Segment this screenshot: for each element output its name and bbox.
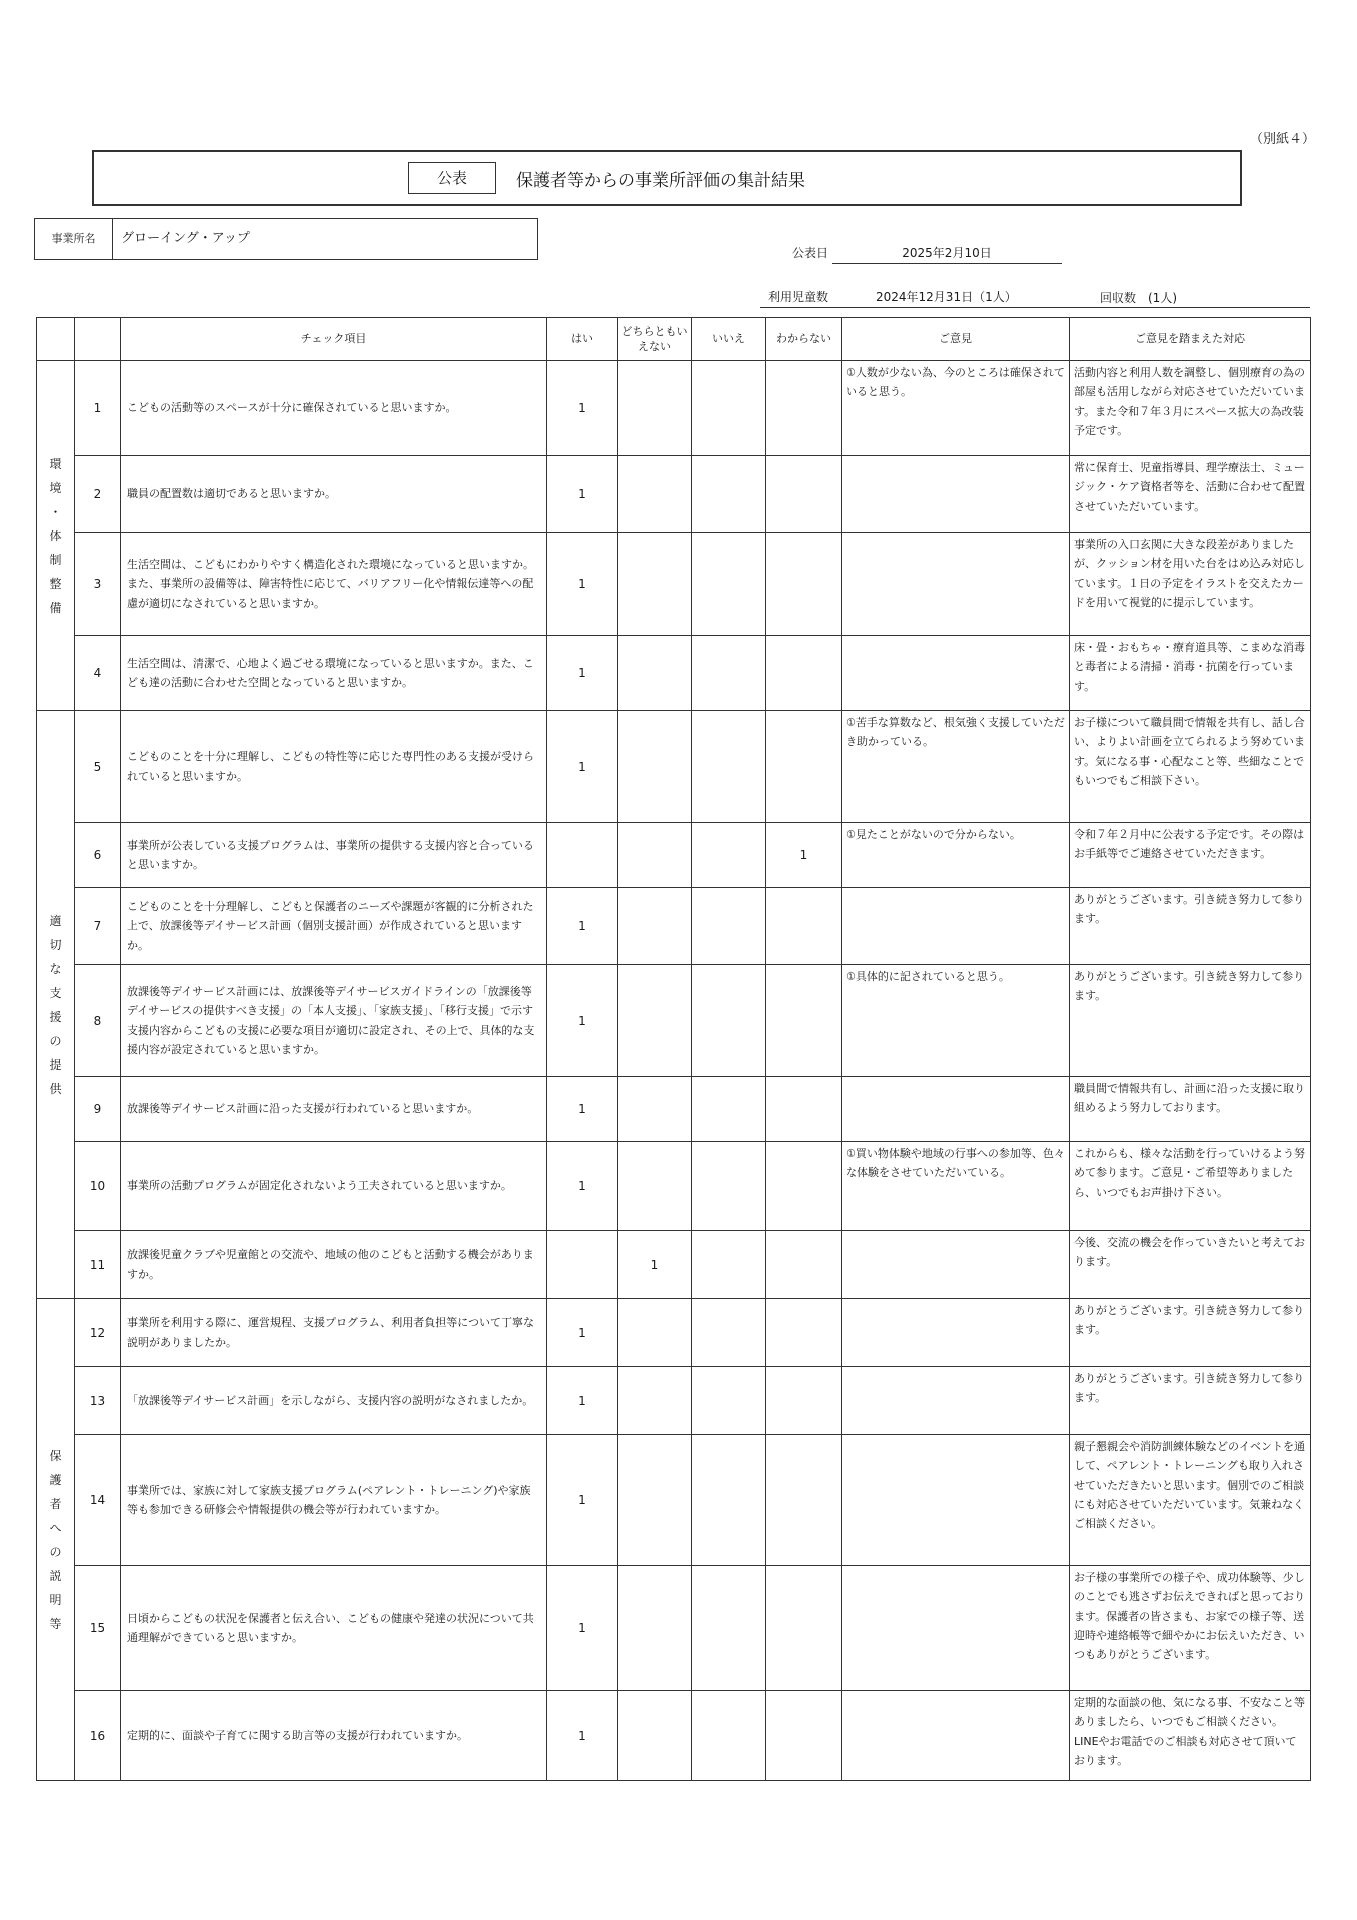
yes-header: はい [547, 318, 618, 361]
neither-count [618, 888, 692, 965]
response-text: ありがとうございます。引き続き努力して参ります。 [1070, 1299, 1311, 1367]
unknown-count [766, 1299, 842, 1367]
office-name-value: グローイング・アップ [112, 218, 538, 260]
unknown-count [766, 1691, 842, 1781]
check-item-text: 事業所の活動プログラムが固定化されないよう工夫されていると思いますか。 [121, 1142, 547, 1231]
check-item-text: 放課後等デイサービス計画に沿った支援が行われていると思いますか。 [121, 1077, 547, 1142]
row-number: 12 [75, 1299, 121, 1367]
check-item-text: 放課後等デイサービス計画には、放課後等デイサービスガイドラインの「放課後等デイサービスの提供すべき支援」の「本人支援」、「家族支援」、「移行支援」で示す支援内容からこどもの支援に必要な項目が適切に設定され、その上で、具体的な支援内容が設定されていると思いますか。 [121, 965, 547, 1077]
table-row [37, 1299, 1311, 1367]
neither-count [618, 965, 692, 1077]
table-row [37, 361, 1311, 456]
response-text: 親子懇親会や消防訓練体験などのイベントを通して、ペアレント・トレーニングも取り入れさせていただきたいと思います。個別でのご相談にも対応させていただいています。気兼ねなくご相談ください。 [1070, 1435, 1311, 1566]
unknown-count [766, 711, 842, 823]
row-number: 1 [75, 361, 121, 456]
neither-count [618, 1142, 692, 1231]
table-row [37, 711, 1311, 823]
no-count [692, 533, 766, 636]
opinion-header: ご意見 [842, 318, 1070, 361]
table-row [37, 823, 1311, 888]
no-count [692, 1077, 766, 1142]
unknown-count [766, 361, 842, 456]
opinion-text [842, 888, 1070, 965]
yes-count: 1 [547, 1142, 618, 1231]
unknown-header: わからない [766, 318, 842, 361]
users-count-value: 2024年12月31日（1人） [876, 290, 1017, 304]
yes-count: 1 [547, 965, 618, 1077]
no-count [692, 1566, 766, 1691]
response-text: 常に保育士、児童指導員、理学療法士、ミュージック・ケア資格者等を、活動に合わせて配置させていただいています。 [1070, 456, 1311, 533]
category-label: 適 切 な 支 援 の 提 供 [49, 913, 62, 1096]
check-item-header: チェック項目 [121, 318, 547, 361]
no-count [692, 361, 766, 456]
opinion-text: ①具体的に記されていると思う。 [842, 965, 1070, 1077]
neither-count [618, 1299, 692, 1367]
evaluation-table [36, 317, 1311, 1781]
unknown-count: 1 [766, 823, 842, 888]
response-text: お子様の事業所での様子や、成功体験等、少しのことでも逃さずお伝えできればと思っております。保護者の皆さまも、お家での様子等、送迎時や連絡帳等で細やかにお伝えいただき、いつもありがとうございます。 [1070, 1566, 1311, 1691]
unknown-count [766, 456, 842, 533]
category-cell [37, 361, 75, 711]
no-count [692, 1299, 766, 1367]
row-number: 10 [75, 1142, 121, 1231]
opinion-text: ①見たことがないので分からない。 [842, 823, 1070, 888]
unknown-count [766, 636, 842, 711]
table-row [37, 533, 1311, 636]
opinion-text [842, 1566, 1070, 1691]
category-cell [37, 711, 75, 1299]
no-count [692, 965, 766, 1077]
table-row [37, 1077, 1311, 1142]
response-text: 職員間で情報共有し、計画に沿った支援に取り組めるよう努力しております。 [1070, 1077, 1311, 1142]
table-row [37, 1367, 1311, 1435]
check-item-text: 放課後児童クラブや児童館との交流や、地域の他のこどもと活動する機会がありますか。 [121, 1231, 547, 1299]
row-number: 7 [75, 888, 121, 965]
publication-date-label: 公表日 [792, 246, 829, 260]
check-item-text: こどものことを十分理解し、こどもと保護者のニーズや課題が客観的に分析された上で、放課後等デイサービス計画（個別支援計画）が作成されていると思いますか。 [121, 888, 547, 965]
page-title: 保護者等からの事業所評価の集計結果 [516, 171, 805, 191]
appendix-label: （別紙４） [1250, 132, 1316, 147]
response-text: 床・畳・おもちゃ・療育道具等、こまめな消毒と毒者による清掃・消毒・抗菌を行っています。 [1070, 636, 1311, 711]
office-name-label: 事業所名 [34, 218, 112, 260]
response-text: お子様について職員間で情報を共有し、話し合い、よりよい計画を立てられるよう努めています。気になる事・心配なこと等、些細なことでもいつでもご相談下さい。 [1070, 711, 1311, 823]
table-row [37, 1231, 1311, 1299]
category-label: 環 境 ・ 体 制 整 備 [49, 456, 62, 615]
opinion-text [842, 533, 1070, 636]
responses-count: 回収数 (1人) [1100, 291, 1177, 305]
yes-count: 1 [547, 533, 618, 636]
no-count [692, 711, 766, 823]
unknown-count [766, 888, 842, 965]
unknown-count [766, 1231, 842, 1299]
response-text: 定期的な面談の他、気になる事、不安なこと等ありましたら、いつでもご相談ください。LINEやお電話でのご相談も対応させて頂いております。 [1070, 1691, 1311, 1781]
no-count [692, 1231, 766, 1299]
opinion-text [842, 1691, 1070, 1781]
yes-count [547, 823, 618, 888]
check-item-text: 生活空間は、こどもにわかりやすく構造化された環境になっていると思いますか。また、事業所の設備等は、障害特性に応じて、バリアフリー化や情報伝達等への配慮が適切になされていると思いますか。 [121, 533, 547, 636]
opinion-text: ①人数が少ない為、今のところは確保されていると思う。 [842, 361, 1070, 456]
table-body [37, 361, 1311, 1781]
row-number: 11 [75, 1231, 121, 1299]
opinion-text [842, 1299, 1070, 1367]
yes-count: 1 [547, 1691, 618, 1781]
public-badge: 公表 [408, 162, 496, 194]
neither-count [618, 456, 692, 533]
table-row [37, 965, 1311, 1077]
yes-count: 1 [547, 1367, 618, 1435]
table-row [37, 888, 1311, 965]
neither-count [618, 823, 692, 888]
row-number: 16 [75, 1691, 121, 1781]
response-text: ありがとうございます。引き続き努力して参ります。 [1070, 965, 1311, 1077]
row-number: 3 [75, 533, 121, 636]
table-row [37, 1566, 1311, 1691]
yes-count: 1 [547, 1435, 618, 1566]
unknown-count [766, 1077, 842, 1142]
unknown-count [766, 965, 842, 1077]
response-header: ご意見を踏まえた対応 [1070, 318, 1311, 361]
no-header: いいえ [692, 318, 766, 361]
neither-count [618, 1077, 692, 1142]
response-text: ありがとうございます。引き続き努力して参ります。 [1070, 1367, 1311, 1435]
yes-count: 1 [547, 636, 618, 711]
table-row [37, 1691, 1311, 1781]
category-cell [37, 1299, 75, 1781]
no-count [692, 1142, 766, 1231]
number-header [75, 318, 121, 361]
yes-count: 1 [547, 1299, 618, 1367]
publication-date-value: 2025年2月10日 [832, 244, 1062, 264]
check-item-text: 「放課後等デイサービス計画」を示しながら、支援内容の説明がなされましたか。 [121, 1367, 547, 1435]
users-count-label: 利用児童数 [768, 290, 829, 304]
neither-count: 1 [618, 1231, 692, 1299]
opinion-text [842, 636, 1070, 711]
opinion-text: ①買い物体験や地域の行事への参加等、色々な体験をさせていただいている。 [842, 1142, 1070, 1231]
no-count [692, 456, 766, 533]
category-header [37, 318, 75, 361]
no-count [692, 823, 766, 888]
table-header-row [37, 318, 1311, 361]
no-count [692, 1435, 766, 1566]
neither-count [618, 1691, 692, 1781]
check-item-text: 事業所を利用する際に、運営規程、支援プログラム、利用者負担等について丁寧な説明がありましたか。 [121, 1299, 547, 1367]
row-number: 6 [75, 823, 121, 888]
response-text: 今後、交流の機会を作っていきたいと考えております。 [1070, 1231, 1311, 1299]
row-number: 5 [75, 711, 121, 823]
table-row [37, 456, 1311, 533]
yes-count [547, 1231, 618, 1299]
check-item-text: 事業所では、家族に対して家族支援プログラム(ペアレント・トレーニング)や家族等も参加できる研修会や情報提供の機会等が行われていますか。 [121, 1435, 547, 1566]
unknown-count [766, 533, 842, 636]
unknown-count [766, 1435, 842, 1566]
response-text: これからも、様々な活動を行っていけるよう努めて参ります。ご意見・ご希望等ありましたら、いつでもお声掛け下さい。 [1070, 1142, 1311, 1231]
neither-count [618, 711, 692, 823]
neither-count [618, 1566, 692, 1691]
no-count [692, 1367, 766, 1435]
neither-count [618, 533, 692, 636]
check-item-text: 生活空間は、清潔で、心地よく過ごせる環境になっていると思いますか。また、こども達の活動に合わせた空間となっていると思いますか。 [121, 636, 547, 711]
category-label: 保 護 者 へ の 説 明 等 [49, 1448, 62, 1631]
row-number: 15 [75, 1566, 121, 1691]
neither-count [618, 361, 692, 456]
opinion-text [842, 456, 1070, 533]
yes-count: 1 [547, 888, 618, 965]
unknown-count [766, 1566, 842, 1691]
no-count [692, 636, 766, 711]
neither-count [618, 1435, 692, 1566]
row-number: 2 [75, 456, 121, 533]
row-number: 14 [75, 1435, 121, 1566]
opinion-text [842, 1231, 1070, 1299]
response-text: 令和７年２月中に公表する予定です。その際はお手紙等でご連絡させていただきます。 [1070, 823, 1311, 888]
opinion-text [842, 1077, 1070, 1142]
opinion-text: ①苦手な算数など、根気強く支援していただき助かっている。 [842, 711, 1070, 823]
neither-count [618, 1367, 692, 1435]
opinion-text [842, 1367, 1070, 1435]
row-number: 4 [75, 636, 121, 711]
neither-count [618, 636, 692, 711]
check-item-text: 日頃からこどもの状況を保護者と伝え合い、こどもの健康や発達の状況について共通理解ができていると思いますか。 [121, 1566, 547, 1691]
check-item-text: 事業所が公表している支援プログラムは、事業所の提供する支援内容と合っていると思いますか。 [121, 823, 547, 888]
no-count [692, 1691, 766, 1781]
table-row [37, 1435, 1311, 1566]
response-text: 活動内容と利用人数を調整し、個別療育の為の部屋も活用しながら対応させていただいています。また令和７年３月にスペース拡大の為改装予定です。 [1070, 361, 1311, 456]
table-row [37, 636, 1311, 711]
yes-count: 1 [547, 1077, 618, 1142]
opinion-text [842, 1435, 1070, 1566]
unknown-count [766, 1142, 842, 1231]
check-item-text: 定期的に、面談や子育てに関する助言等の支援が行われていますか。 [121, 1691, 547, 1781]
row-number: 8 [75, 965, 121, 1077]
unknown-count [766, 1367, 842, 1435]
neither-header: どちらともいえない [618, 318, 692, 361]
yes-count: 1 [547, 361, 618, 456]
row-number: 13 [75, 1367, 121, 1435]
no-count [692, 888, 766, 965]
yes-count: 1 [547, 456, 618, 533]
header-divider [760, 307, 1310, 308]
response-text: 事業所の入口玄関に大きな段差がありましたが、クッション材を用いた台をはめ込み対応しています。１日の予定をイラストを交えたカードを用いて視覚的に提示しています。 [1070, 533, 1311, 636]
check-item-text: こどもの活動等のスペースが十分に確保されていると思いますか。 [121, 361, 547, 456]
table-row [37, 1142, 1311, 1231]
yes-count: 1 [547, 1566, 618, 1691]
row-number: 9 [75, 1077, 121, 1142]
check-item-text: こどものことを十分に理解し、こどもの特性等に応じた専門性のある支援が受けられていると思いますか。 [121, 711, 547, 823]
response-text: ありがとうございます。引き続き努力して参ります。 [1070, 888, 1311, 965]
yes-count: 1 [547, 711, 618, 823]
check-item-text: 職員の配置数は適切であると思いますか。 [121, 456, 547, 533]
